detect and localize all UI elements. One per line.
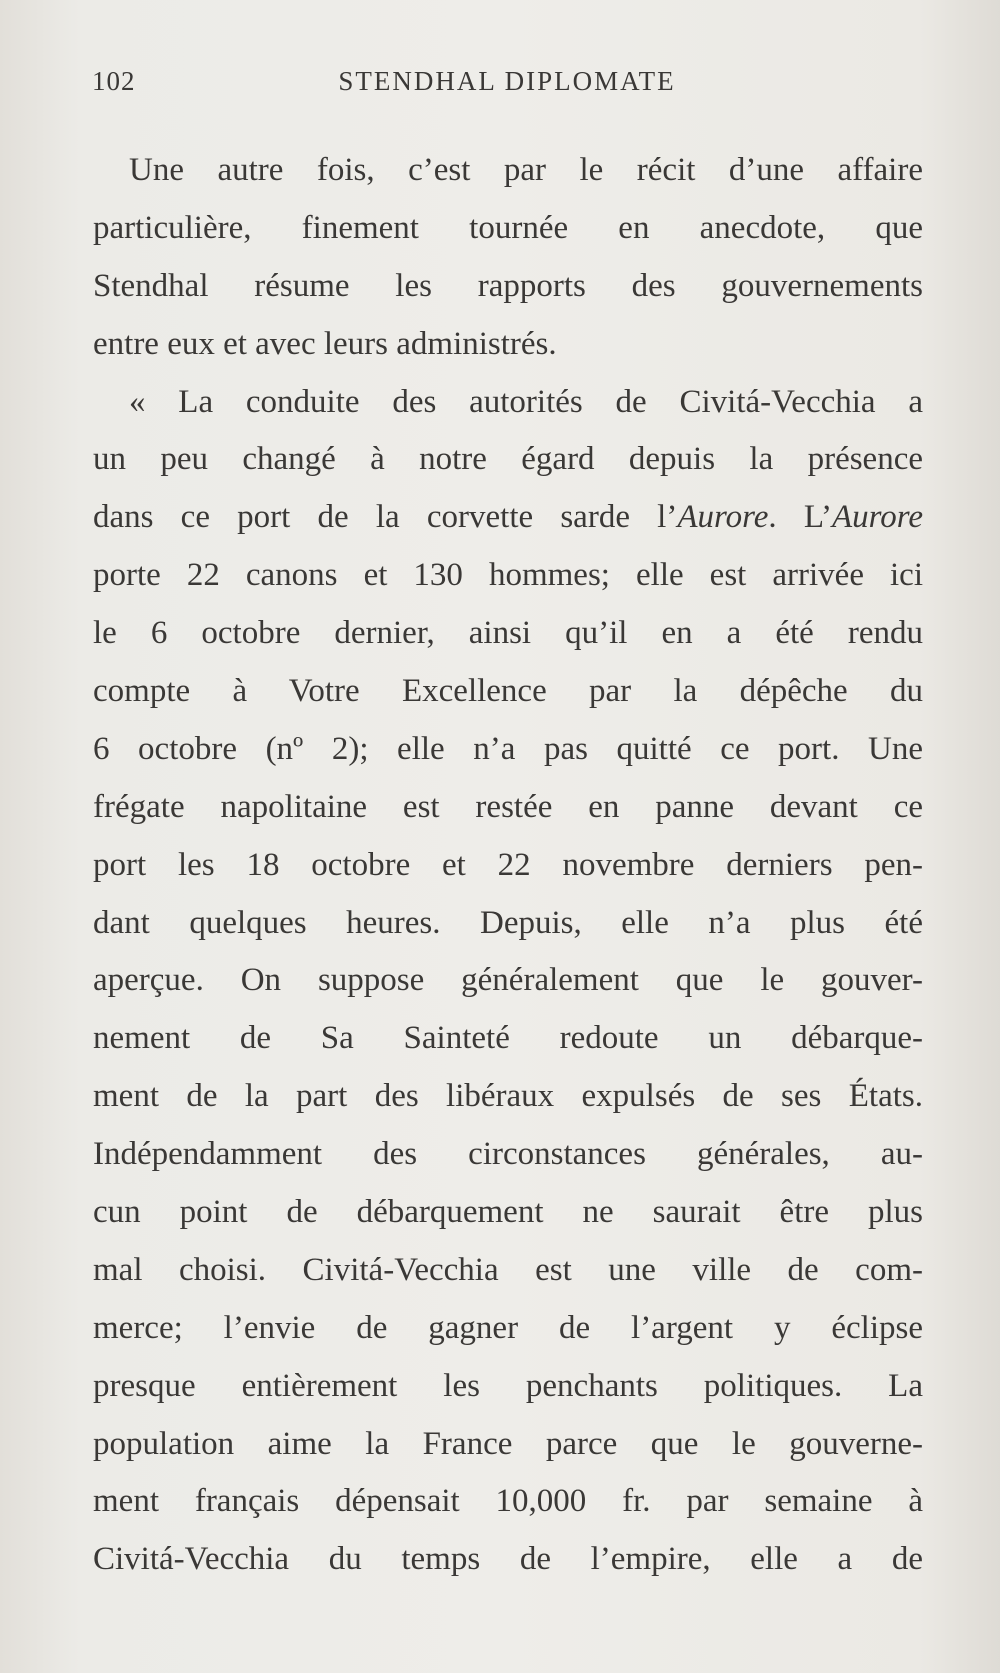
ship-name-italic: Aurore	[831, 499, 923, 536]
page-header	[92, 66, 922, 106]
body-text	[93, 142, 923, 1589]
text-line: porte 22 canons et 130 hommes; elle est arrivée ici	[93, 557, 923, 594]
text-line: cun point de débarquement ne saurait être plus	[93, 1194, 923, 1231]
text-line: Indépendamment des circonstances générales, au-	[93, 1136, 923, 1173]
running-title: STENDHAL DIPLOMATE	[338, 66, 676, 96]
text-line: Stendhal résume les rapports des gouvernements	[93, 267, 923, 304]
text-line: le 6 octobre dernier, ainsi qu’il en a été rendu	[93, 615, 923, 652]
text-segment: dans ce port de la corvette sarde l’	[93, 499, 678, 536]
text-line: frégate napolitaine est restée en panne devant ce	[93, 788, 923, 825]
text-line: entre eux et avec leurs administrés.	[93, 325, 557, 362]
text-line: compte à Votre Excellence par la dépêche du	[93, 673, 923, 710]
text-line: aperçue. On suppose généralement que le gouver-	[93, 962, 923, 999]
text-line: mal choisi. Civitá-Vecchia est une ville de com-	[93, 1251, 923, 1288]
text-line: presque entièrement les penchants politiques. La	[93, 1367, 923, 1404]
text-line: population aime la France parce que le gouverne-	[93, 1425, 923, 1462]
text-line: Civitá-Vecchia du temps de l’empire, elle a de	[93, 1541, 923, 1578]
text-line: ment de la part des libéraux expulsés de ses États.	[93, 1078, 923, 1115]
text-line: port les 18 octobre et 22 novembre derniers pen-	[93, 846, 923, 883]
text-line: particulière, finement tournée en anecdote, que	[93, 209, 923, 246]
text-line: 6 octobre (nº 2); elle n’a pas quitté ce port. Une	[93, 730, 923, 767]
ship-name-italic: Aurore	[677, 499, 769, 536]
text-line: Une autre fois, c’est par le récit d’une affaire	[129, 152, 923, 188]
text-line: nement de Sa Sainteté redoute un débarque-	[93, 1020, 923, 1057]
text-line: ment français dépensait 10,000 fr. par semaine à	[93, 1483, 923, 1520]
page-number: 102	[92, 66, 136, 96]
text-line: « La conduite des autorités de Civitá-Vecchia a	[129, 383, 923, 420]
text-line: dant quelques heures. Depuis, elle n’a plus été	[93, 904, 923, 941]
text-segment: . L’	[768, 499, 832, 536]
text-line: merce; l’envie de gagner de l’argent y éclipse	[93, 1309, 923, 1346]
text-line	[93, 489, 923, 547]
text-line: un peu changé à notre égard depuis la présence	[93, 441, 923, 478]
